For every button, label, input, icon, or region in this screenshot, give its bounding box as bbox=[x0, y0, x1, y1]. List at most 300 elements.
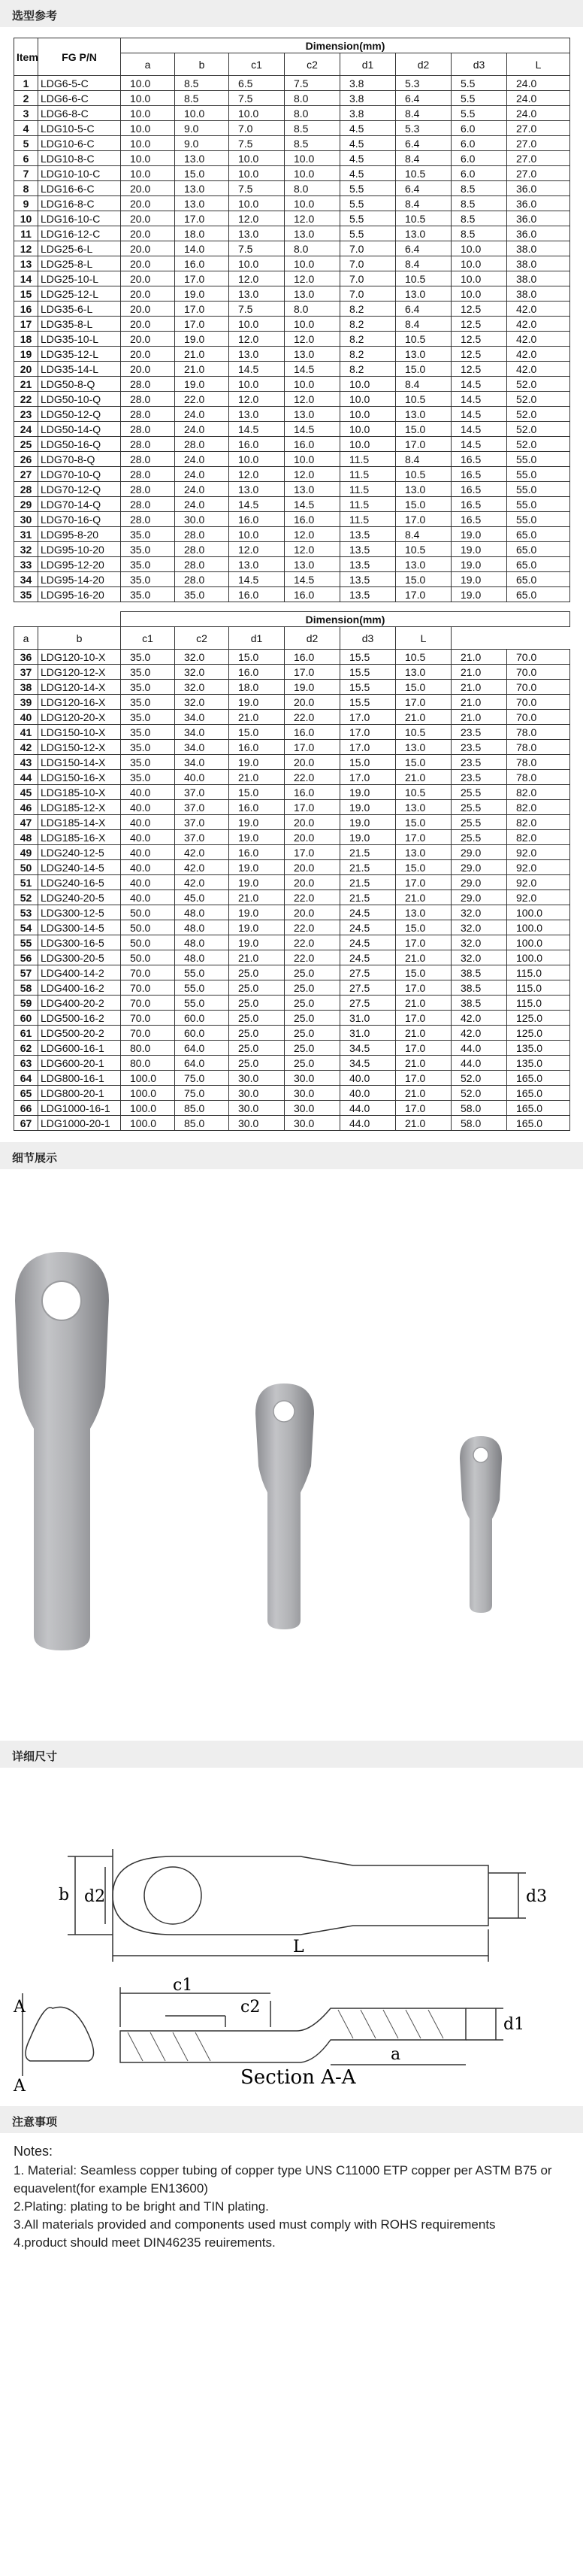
table-row bbox=[14, 542, 570, 557]
dimension-value: 125.0 bbox=[507, 1011, 570, 1026]
table-row bbox=[14, 695, 570, 710]
dimension-value: 17.0 bbox=[285, 800, 340, 815]
dimension-value: 15.0 bbox=[229, 725, 285, 740]
dimension-value: 70.0 bbox=[121, 1011, 175, 1026]
table-row bbox=[14, 815, 570, 830]
dimension-value: 20.0 bbox=[121, 362, 175, 377]
dimension-value: 13.0 bbox=[285, 286, 340, 302]
item-number: 17 bbox=[14, 317, 38, 332]
dimension-value: 34.5 bbox=[340, 1041, 396, 1056]
dimension-value: 42.0 bbox=[452, 1026, 507, 1041]
table-row bbox=[14, 860, 570, 875]
dimension-value: 50.0 bbox=[121, 950, 175, 965]
dimension-value: 75.0 bbox=[175, 1086, 229, 1101]
dimension-value: 30.0 bbox=[285, 1086, 340, 1101]
dimension-value: 7.0 bbox=[340, 256, 396, 271]
part-number: LDG50-16-Q bbox=[38, 437, 121, 452]
part-number: LDG70-8-Q bbox=[38, 452, 121, 467]
part-number: LDG240-20-5 bbox=[38, 890, 121, 905]
dimension-value: 13.0 bbox=[285, 557, 340, 572]
dimension-value: 6.0 bbox=[452, 166, 507, 181]
dimension-value: 10.0 bbox=[452, 241, 507, 256]
table-row bbox=[14, 965, 570, 980]
item-number: 4 bbox=[14, 121, 38, 136]
dimension-value: 40.0 bbox=[121, 875, 175, 890]
header-col-c2: c2 bbox=[175, 627, 229, 650]
dimension-value: 13.0 bbox=[396, 740, 452, 755]
dimension-value: 12.5 bbox=[452, 332, 507, 347]
header-fgpn: FG P/N bbox=[38, 38, 121, 76]
dimension-value: 13.0 bbox=[229, 226, 285, 241]
dimension-value: 14.5 bbox=[452, 392, 507, 407]
dimension-value: 18.0 bbox=[175, 226, 229, 241]
part-number: LDG240-12-5 bbox=[38, 845, 121, 860]
dimension-value: 17.0 bbox=[396, 1011, 452, 1026]
dimension-value: 13.0 bbox=[396, 286, 452, 302]
dimension-value: 6.5 bbox=[229, 76, 285, 91]
dimension-value: 10.0 bbox=[175, 106, 229, 121]
header-col-L: L bbox=[396, 627, 452, 650]
dimension-value: 28.0 bbox=[121, 437, 175, 452]
part-number: LDG95-8-20 bbox=[38, 527, 121, 542]
dimension-value: 25.5 bbox=[452, 785, 507, 800]
dimension-value: 6.4 bbox=[396, 181, 452, 196]
dimension-value: 92.0 bbox=[507, 860, 570, 875]
dimension-value: 165.0 bbox=[507, 1086, 570, 1101]
dimension-value: 21.0 bbox=[396, 1026, 452, 1041]
table-row bbox=[14, 830, 570, 845]
dimension-value: 20.0 bbox=[121, 181, 175, 196]
dimension-value: 27.0 bbox=[507, 121, 570, 136]
dimension-value: 10.0 bbox=[285, 196, 340, 211]
dimension-value: 35.0 bbox=[121, 587, 175, 602]
dimension-value: 21.0 bbox=[229, 710, 285, 725]
dimension-value: 20.0 bbox=[285, 815, 340, 830]
dimension-value: 44.0 bbox=[340, 1116, 396, 1131]
dimension-value: 19.0 bbox=[452, 572, 507, 587]
dimension-value: 16.0 bbox=[229, 740, 285, 755]
dimension-value: 82.0 bbox=[507, 785, 570, 800]
dimension-value: 17.0 bbox=[396, 935, 452, 950]
dimension-value: 17.0 bbox=[285, 740, 340, 755]
table-row bbox=[14, 572, 570, 587]
part-number: LDG25-8-L bbox=[38, 256, 121, 271]
dimension-value: 14.5 bbox=[452, 377, 507, 392]
dimension-value: 42.0 bbox=[175, 860, 229, 875]
dimension-value: 27.0 bbox=[507, 166, 570, 181]
dimension-value: 29.0 bbox=[452, 875, 507, 890]
dimension-value: 9.0 bbox=[175, 136, 229, 151]
dimension-value: 28.0 bbox=[175, 557, 229, 572]
dimension-value: 10.5 bbox=[396, 725, 452, 740]
dimension-value: 38.0 bbox=[507, 256, 570, 271]
label-d2: d2 bbox=[84, 1887, 106, 1906]
table-row bbox=[14, 710, 570, 725]
dimension-value: 22.0 bbox=[285, 890, 340, 905]
dimension-value: 20.0 bbox=[121, 302, 175, 317]
dimension-value: 32.0 bbox=[175, 680, 229, 695]
large-lug-image bbox=[15, 1252, 109, 1650]
dimension-value: 15.0 bbox=[396, 422, 452, 437]
dimension-value: 17.0 bbox=[175, 302, 229, 317]
dimension-value: 35.0 bbox=[121, 725, 175, 740]
dimension-value: 20.0 bbox=[285, 905, 340, 920]
dimension-value: 25.0 bbox=[229, 1041, 285, 1056]
dimension-value: 25.0 bbox=[229, 1026, 285, 1041]
dimension-value: 12.0 bbox=[229, 542, 285, 557]
dimension-value: 19.0 bbox=[452, 557, 507, 572]
dimension-value: 7.5 bbox=[229, 302, 285, 317]
dimension-value: 6.4 bbox=[396, 302, 452, 317]
selection-table-1-wrap bbox=[14, 38, 569, 602]
part-number: LDG150-10-X bbox=[38, 725, 121, 740]
dimension-value: 42.0 bbox=[452, 1011, 507, 1026]
dimension-value: 32.0 bbox=[452, 935, 507, 950]
part-number: LDG300-20-5 bbox=[38, 950, 121, 965]
dimension-value: 8.4 bbox=[396, 106, 452, 121]
dimension-value: 24.0 bbox=[507, 106, 570, 121]
dimension-value: 70.0 bbox=[121, 965, 175, 980]
header-col-a: a bbox=[121, 53, 175, 76]
dimension-value: 55.0 bbox=[175, 980, 229, 996]
dimension-value: 8.5 bbox=[175, 76, 229, 91]
dimension-value: 17.0 bbox=[285, 665, 340, 680]
dimension-value: 100.0 bbox=[507, 950, 570, 965]
dimension-value: 115.0 bbox=[507, 980, 570, 996]
dimension-value: 35.0 bbox=[121, 527, 175, 542]
item-number: 13 bbox=[14, 256, 38, 271]
item-number: 49 bbox=[14, 845, 38, 860]
item-number: 63 bbox=[14, 1056, 38, 1071]
dimension-value: 22.0 bbox=[285, 950, 340, 965]
selection-table-2 bbox=[14, 611, 570, 1131]
table-row bbox=[14, 680, 570, 695]
dimension-value: 58.0 bbox=[452, 1116, 507, 1131]
dimension-value: 21.0 bbox=[452, 650, 507, 665]
dimension-value: 8.5 bbox=[452, 196, 507, 211]
item-number: 2 bbox=[14, 91, 38, 106]
part-number: LDG300-12-5 bbox=[38, 905, 121, 920]
dimension-value: 100.0 bbox=[507, 935, 570, 950]
dimension-value: 100.0 bbox=[507, 920, 570, 935]
dimension-value: 20.0 bbox=[121, 256, 175, 271]
part-number: LDG25-10-L bbox=[38, 271, 121, 286]
item-number: 50 bbox=[14, 860, 38, 875]
part-number: LDG95-12-20 bbox=[38, 557, 121, 572]
dimension-value: 17.0 bbox=[396, 1101, 452, 1116]
dimension-value: 82.0 bbox=[507, 830, 570, 845]
dimension-value: 20.0 bbox=[285, 875, 340, 890]
dimension-value: 8.4 bbox=[396, 196, 452, 211]
table-row bbox=[14, 755, 570, 770]
header-dimension: Dimension(mm) bbox=[121, 38, 570, 53]
table-row bbox=[14, 725, 570, 740]
dimension-value: 35.0 bbox=[121, 542, 175, 557]
table-row bbox=[14, 1086, 570, 1101]
dimension-value: 15.0 bbox=[396, 572, 452, 587]
dimension-value: 21.0 bbox=[175, 362, 229, 377]
dimension-value: 13.0 bbox=[396, 665, 452, 680]
part-number: LDG10-8-C bbox=[38, 151, 121, 166]
dimension-value: 28.0 bbox=[121, 512, 175, 527]
dimension-value: 16.0 bbox=[229, 437, 285, 452]
dimension-value: 10.0 bbox=[452, 286, 507, 302]
label-L: L bbox=[293, 1938, 304, 1956]
dimension-value: 135.0 bbox=[507, 1056, 570, 1071]
table-row bbox=[14, 422, 570, 437]
dimension-value: 44.0 bbox=[452, 1056, 507, 1071]
selection-table-1 bbox=[14, 38, 570, 602]
dimension-value: 8.2 bbox=[340, 317, 396, 332]
dimension-value: 10.0 bbox=[121, 106, 175, 121]
item-number: 18 bbox=[14, 332, 38, 347]
dimension-value: 12.0 bbox=[229, 332, 285, 347]
dimension-value: 11.5 bbox=[340, 452, 396, 467]
dimension-value: 19.0 bbox=[452, 542, 507, 557]
part-number: LDG150-14-X bbox=[38, 755, 121, 770]
dimension-value: 30.0 bbox=[229, 1116, 285, 1131]
part-number: LDG185-12-X bbox=[38, 800, 121, 815]
dimension-value: 34.0 bbox=[175, 740, 229, 755]
part-number: LDG35-10-L bbox=[38, 332, 121, 347]
dimension-value: 10.0 bbox=[285, 317, 340, 332]
dimension-value: 12.0 bbox=[285, 467, 340, 482]
dimension-value: 13.5 bbox=[340, 572, 396, 587]
table-row bbox=[14, 452, 570, 467]
item-number: 22 bbox=[14, 392, 38, 407]
dimension-value: 19.0 bbox=[229, 815, 285, 830]
dimension-value: 16.0 bbox=[229, 845, 285, 860]
product-photos bbox=[0, 1169, 583, 1741]
dimension-value: 78.0 bbox=[507, 755, 570, 770]
item-number: 28 bbox=[14, 482, 38, 497]
dimension-value: 55.0 bbox=[507, 452, 570, 467]
header-col-d2: d2 bbox=[396, 53, 452, 76]
dimension-value: 37.0 bbox=[175, 815, 229, 830]
dimension-value: 12.0 bbox=[285, 542, 340, 557]
dimension-value: 165.0 bbox=[507, 1071, 570, 1086]
dimension-value: 19.0 bbox=[229, 905, 285, 920]
dimension-value: 11.5 bbox=[340, 512, 396, 527]
dimension-value: 35.0 bbox=[121, 770, 175, 785]
dimension-value: 48.0 bbox=[175, 950, 229, 965]
part-number: LDG185-14-X bbox=[38, 815, 121, 830]
table-row bbox=[14, 890, 570, 905]
table-row bbox=[14, 181, 570, 196]
table-row bbox=[14, 800, 570, 815]
dimension-value: 13.5 bbox=[340, 557, 396, 572]
dimension-value: 24.5 bbox=[340, 950, 396, 965]
dimension-value: 70.0 bbox=[507, 650, 570, 665]
dimension-value: 14.5 bbox=[452, 422, 507, 437]
item-number: 41 bbox=[14, 725, 38, 740]
dimension-value: 21.0 bbox=[396, 1056, 452, 1071]
dimension-value: 52.0 bbox=[507, 422, 570, 437]
dimension-value: 24.0 bbox=[175, 482, 229, 497]
dimension-value: 28.0 bbox=[121, 482, 175, 497]
item-number: 14 bbox=[14, 271, 38, 286]
dimension-value: 14.5 bbox=[452, 407, 507, 422]
dimension-value: 20.0 bbox=[285, 755, 340, 770]
part-number: LDG50-12-Q bbox=[38, 407, 121, 422]
dimension-value: 8.5 bbox=[452, 226, 507, 241]
dimension-value: 13.0 bbox=[175, 151, 229, 166]
dimension-value: 21.0 bbox=[396, 996, 452, 1011]
dimension-value: 16.0 bbox=[285, 587, 340, 602]
dimension-value: 70.0 bbox=[121, 980, 175, 996]
dimension-value: 14.5 bbox=[229, 422, 285, 437]
table-row bbox=[14, 482, 570, 497]
dimension-value: 7.0 bbox=[340, 241, 396, 256]
dimension-value: 75.0 bbox=[175, 1071, 229, 1086]
dimension-value: 14.5 bbox=[452, 437, 507, 452]
dimension-value: 19.0 bbox=[229, 935, 285, 950]
label-b: b bbox=[59, 1886, 70, 1905]
table-row bbox=[14, 512, 570, 527]
dimension-value: 19.0 bbox=[340, 800, 396, 815]
note-item: 4.product should meet DIN46235 reuirements. bbox=[14, 2235, 276, 2250]
dimension-value: 10.5 bbox=[396, 211, 452, 226]
part-number: LDG120-16-X bbox=[38, 695, 121, 710]
dimension-value: 40.0 bbox=[121, 845, 175, 860]
item-number: 60 bbox=[14, 1011, 38, 1026]
part-number: LDG240-16-5 bbox=[38, 875, 121, 890]
dimension-value: 70.0 bbox=[507, 665, 570, 680]
dimension-value: 15.0 bbox=[340, 755, 396, 770]
dimension-drawing bbox=[0, 1768, 583, 2096]
dimension-value: 12.0 bbox=[229, 467, 285, 482]
table-row bbox=[14, 770, 570, 785]
dimension-value: 10.5 bbox=[396, 271, 452, 286]
dimension-value: 35.0 bbox=[121, 755, 175, 770]
part-number: LDG120-20-X bbox=[38, 710, 121, 725]
table-row bbox=[14, 875, 570, 890]
part-number: LDG800-20-1 bbox=[38, 1086, 121, 1101]
dimension-value: 17.0 bbox=[396, 437, 452, 452]
dimension-value: 16.0 bbox=[175, 256, 229, 271]
dimension-value: 28.0 bbox=[121, 377, 175, 392]
dimension-value: 38.0 bbox=[507, 241, 570, 256]
dimension-value: 36.0 bbox=[507, 196, 570, 211]
dimension-value: 15.0 bbox=[396, 815, 452, 830]
item-number: 37 bbox=[14, 665, 38, 680]
dimension-value: 65.0 bbox=[507, 557, 570, 572]
header-col-c1: c1 bbox=[121, 627, 175, 650]
item-number: 11 bbox=[14, 226, 38, 241]
dimension-value: 14.5 bbox=[229, 572, 285, 587]
dimension-value: 10.0 bbox=[229, 317, 285, 332]
part-number: LDG25-6-L bbox=[38, 241, 121, 256]
dimension-value: 8.0 bbox=[285, 106, 340, 121]
dimension-value: 21.0 bbox=[452, 695, 507, 710]
dimension-value: 30.0 bbox=[229, 1086, 285, 1101]
label-c2: c2 bbox=[240, 1998, 261, 2017]
item-number: 15 bbox=[14, 286, 38, 302]
section-header-dimensions: 详细尺寸 bbox=[0, 1741, 583, 1768]
dimension-value: 16.0 bbox=[285, 725, 340, 740]
dimension-value: 3.8 bbox=[340, 91, 396, 106]
table-row bbox=[14, 151, 570, 166]
part-number: LDG600-20-1 bbox=[38, 1056, 121, 1071]
dimension-value: 3.8 bbox=[340, 76, 396, 91]
item-number: 64 bbox=[14, 1071, 38, 1086]
dimension-value: 17.0 bbox=[340, 770, 396, 785]
dimension-value: 16.0 bbox=[285, 650, 340, 665]
dimension-value: 30.0 bbox=[285, 1101, 340, 1116]
dimension-value: 8.4 bbox=[396, 151, 452, 166]
dimension-value: 19.0 bbox=[340, 785, 396, 800]
dimension-value: 10.0 bbox=[229, 196, 285, 211]
dimension-value: 30.0 bbox=[285, 1116, 340, 1131]
dimension-value: 32.0 bbox=[175, 695, 229, 710]
table-row bbox=[14, 980, 570, 996]
header-col-d3: d3 bbox=[452, 53, 507, 76]
dimension-value: 15.5 bbox=[340, 665, 396, 680]
dimension-value: 38.5 bbox=[452, 980, 507, 996]
dimension-value: 21.0 bbox=[396, 770, 452, 785]
dimension-value: 42.0 bbox=[175, 845, 229, 860]
dimension-value: 21.0 bbox=[396, 890, 452, 905]
dimension-value: 37.0 bbox=[175, 830, 229, 845]
dimension-value: 8.4 bbox=[396, 377, 452, 392]
dimension-value: 25.5 bbox=[452, 815, 507, 830]
item-number: 9 bbox=[14, 196, 38, 211]
item-number: 59 bbox=[14, 996, 38, 1011]
dimension-value: 135.0 bbox=[507, 1041, 570, 1056]
dimension-value: 40.0 bbox=[121, 800, 175, 815]
dimension-value: 28.0 bbox=[121, 452, 175, 467]
dimension-value: 24.0 bbox=[507, 76, 570, 91]
dimension-value: 23.5 bbox=[452, 755, 507, 770]
dimension-value: 19.0 bbox=[229, 920, 285, 935]
part-number: LDG16-10-C bbox=[38, 211, 121, 226]
dimension-value: 19.0 bbox=[285, 680, 340, 695]
table-row bbox=[14, 1116, 570, 1131]
dimension-value: 10.5 bbox=[396, 542, 452, 557]
part-number: LDG120-12-X bbox=[38, 665, 121, 680]
table-row bbox=[14, 377, 570, 392]
dimension-value: 19.0 bbox=[229, 695, 285, 710]
dimension-value: 12.0 bbox=[285, 332, 340, 347]
dimension-value: 92.0 bbox=[507, 890, 570, 905]
label-d1: d1 bbox=[503, 2015, 525, 2034]
dimension-value: 21.0 bbox=[229, 950, 285, 965]
table-row bbox=[14, 935, 570, 950]
dimension-value: 25.0 bbox=[229, 996, 285, 1011]
part-number: LDG35-12-L bbox=[38, 347, 121, 362]
dimension-value: 6.0 bbox=[452, 121, 507, 136]
dimension-value: 10.0 bbox=[340, 407, 396, 422]
dimension-value: 42.0 bbox=[507, 302, 570, 317]
dimension-value: 15.0 bbox=[396, 680, 452, 695]
part-number: LDG70-12-Q bbox=[38, 482, 121, 497]
selection-table-2-wrap bbox=[14, 611, 569, 1131]
dimension-value: 30.0 bbox=[229, 1101, 285, 1116]
dimension-value: 6.0 bbox=[452, 136, 507, 151]
dimension-value: 28.0 bbox=[121, 497, 175, 512]
header-col-d1: d1 bbox=[340, 53, 396, 76]
dimension-value: 12.5 bbox=[452, 362, 507, 377]
dimension-value: 60.0 bbox=[175, 1026, 229, 1041]
dimension-value: 16.0 bbox=[229, 512, 285, 527]
dimension-value: 10.5 bbox=[396, 785, 452, 800]
dimension-value: 14.5 bbox=[229, 497, 285, 512]
dimension-value: 28.0 bbox=[175, 542, 229, 557]
dimension-value: 22.0 bbox=[285, 710, 340, 725]
table-row bbox=[14, 467, 570, 482]
item-number: 10 bbox=[14, 211, 38, 226]
header-blank bbox=[14, 612, 121, 627]
